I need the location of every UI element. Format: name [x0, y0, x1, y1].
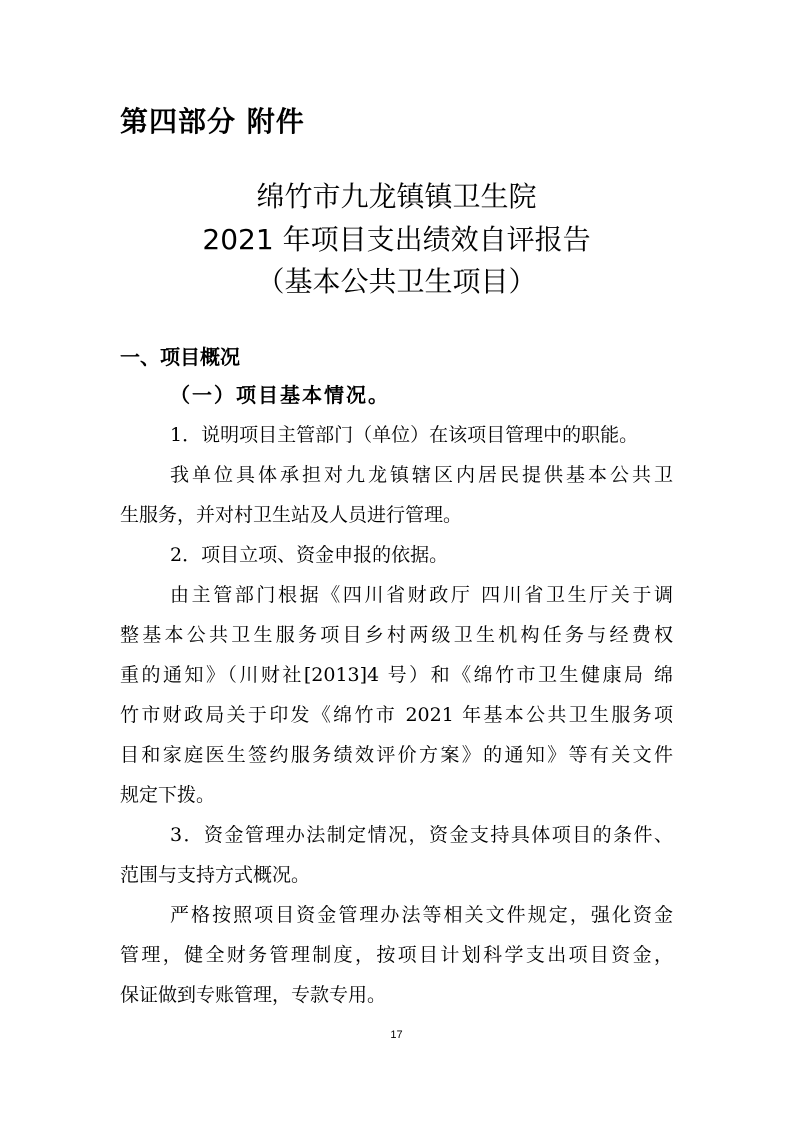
part-title: 第四部分 附件: [120, 105, 305, 138]
body-line: 我单位具体承担对九龙镇辖区内居民提供基本公共卫: [170, 464, 673, 486]
report-title-line-1: 绵竹市九龙镇镇卫生院: [256, 180, 537, 213]
body-line: 竹市财政局关于印发《绵竹市 2021 年基本公共卫生服务项: [120, 704, 673, 726]
body-line: 保证做到专账管理，专款专用。: [120, 984, 387, 1006]
subsection-heading: （一）项目基本情况。: [170, 383, 390, 407]
body-line: 由主管部门根据《四川省财政厅 四川省卫生厅关于调: [170, 584, 673, 606]
report-title-line-2: 2021 年项目支出绩效自评报告: [202, 223, 591, 256]
body-line: 严格按照项目资金管理办法等相关文件规定，强化资金: [170, 904, 673, 926]
body-line: 管理，健全财务管理制度，按项目计划科学支出项目资金，: [120, 944, 673, 966]
body-line: 3．资金管理办法制定情况，资金支持具体项目的条件、: [170, 824, 673, 846]
body-line: 规定下拨。: [120, 784, 216, 806]
section-heading: 一、项目概况: [120, 345, 240, 369]
body-line: 整基本公共卫生服务项目乡村两级卫生机构任务与经费权: [120, 624, 673, 646]
body-line: 1．说明项目主管部门（单位）在该项目管理中的职能。: [170, 424, 639, 446]
report-title-line-3: （基本公共卫生项目）: [256, 265, 537, 298]
body-line: 目和家庭医生签约服务绩效评价方案》的通知》等有关文件: [120, 744, 673, 766]
page-number: 17: [390, 1029, 403, 1041]
body-line: 重的通知》（川财社[2013]4 号）和《绵竹市卫生健康局 绵: [120, 664, 673, 686]
body-line: 生服务，并对村卫生站及人员进行管理。: [120, 504, 463, 526]
body-line: 2．项目立项、资金申报的依据。: [170, 544, 449, 566]
body-line: 范围与支持方式概况。: [120, 864, 311, 886]
